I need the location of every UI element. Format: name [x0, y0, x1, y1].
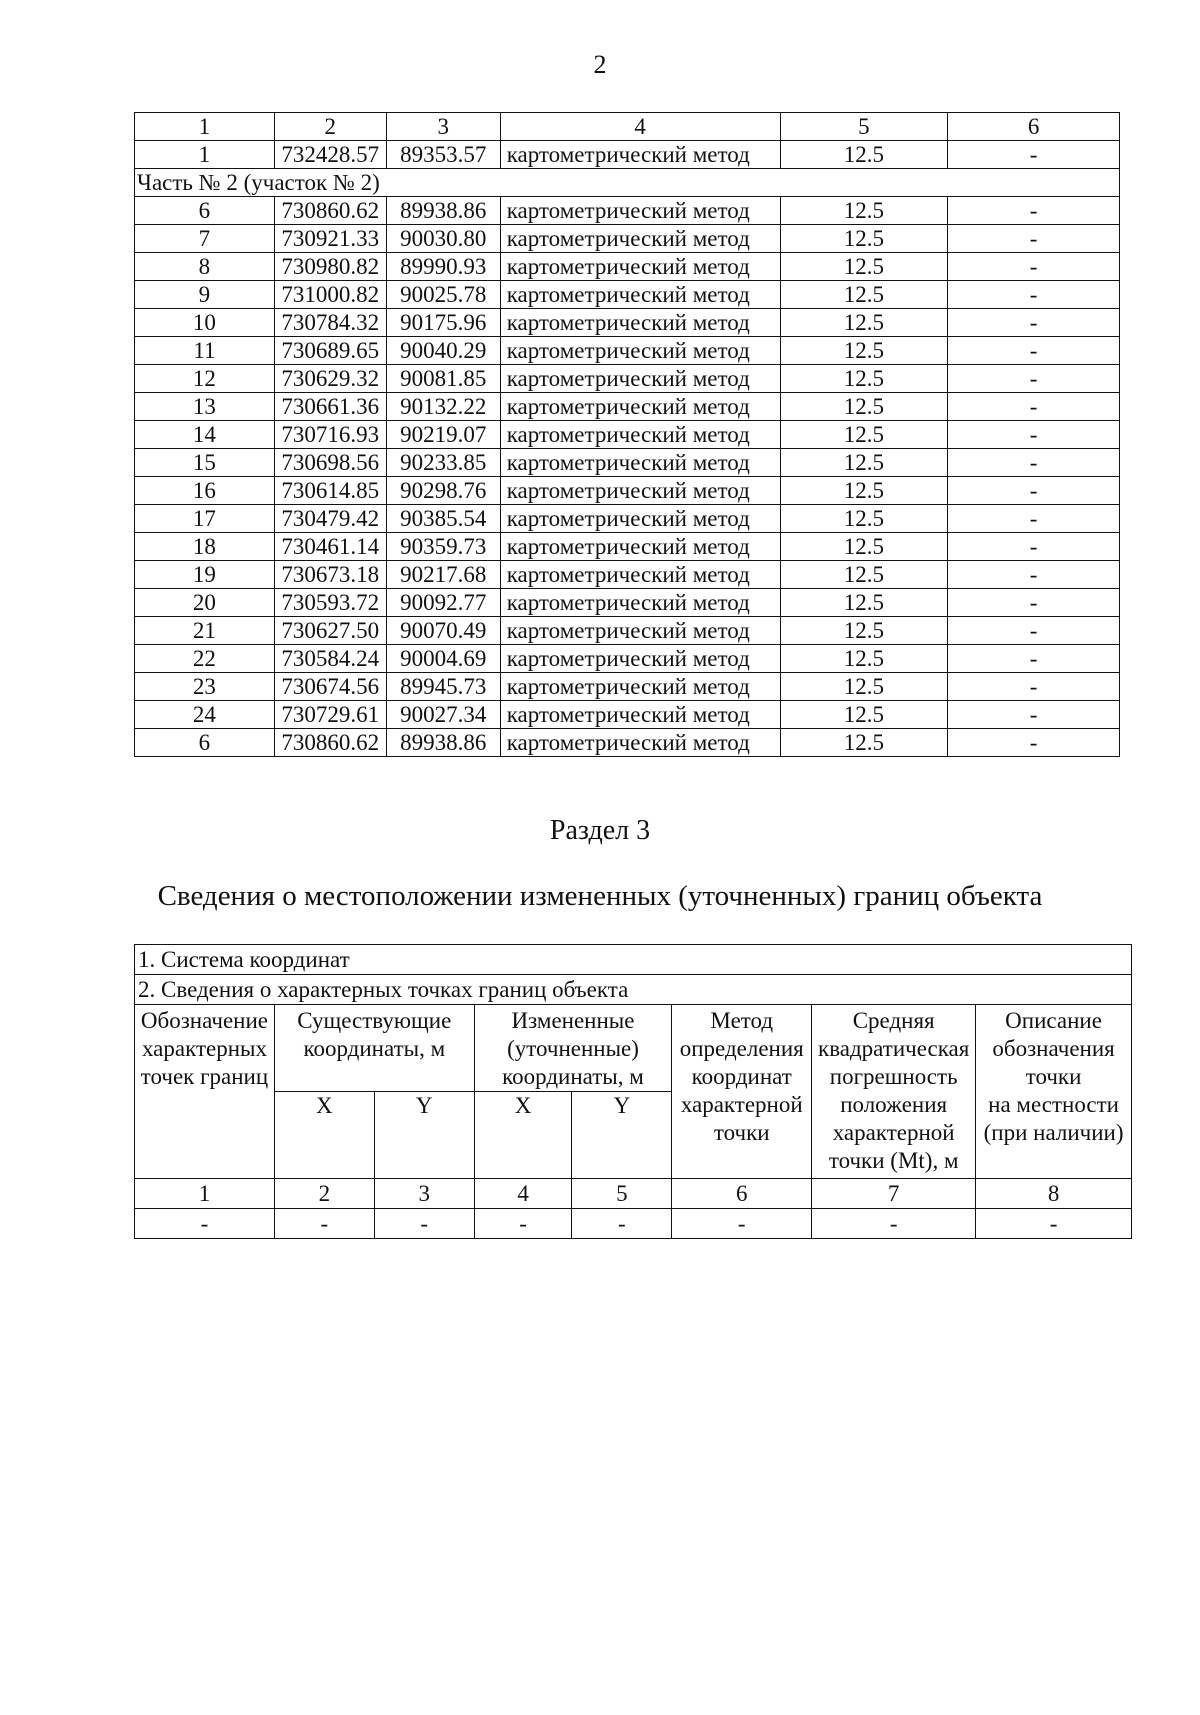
coord-x: 730479.42 — [274, 505, 386, 533]
accuracy: 12.5 — [780, 253, 948, 281]
description: - — [948, 225, 1120, 253]
table-row — [135, 365, 1120, 393]
empty-cell: - — [474, 1209, 572, 1239]
coord-x: 730461.14 — [274, 533, 386, 561]
table-row — [135, 673, 1120, 701]
point-number: 21 — [135, 617, 275, 645]
section-heading: Раздел 3 — [549, 815, 651, 846]
existing-y-label: Y — [374, 1092, 474, 1179]
changed-boundaries-table — [134, 944, 1132, 1239]
method: картометрический метод — [500, 505, 780, 533]
coord-y: 89353.57 — [386, 141, 500, 169]
coord-y: 90092.77 — [386, 589, 500, 617]
description: - — [948, 589, 1120, 617]
coord-y: 90081.85 — [386, 365, 500, 393]
description: - — [948, 505, 1120, 533]
description: - — [948, 197, 1120, 225]
accuracy: 12.5 — [780, 141, 948, 169]
system-row — [135, 945, 1132, 975]
coord-x: 730698.56 — [274, 449, 386, 477]
point-number: 9 — [135, 281, 275, 309]
coordinate-system-label: 1. Система координат — [135, 945, 1132, 975]
description: - — [948, 337, 1120, 365]
col-designation: Обозначение характерных точек границ — [135, 1005, 275, 1179]
description: - — [948, 673, 1120, 701]
column-number: 1 — [135, 1179, 275, 1209]
coord-x: 730784.32 — [274, 309, 386, 337]
coord-x: 730689.65 — [274, 337, 386, 365]
table-row — [135, 421, 1120, 449]
empty-cell: - — [572, 1209, 672, 1239]
coord-x: 730860.62 — [274, 197, 386, 225]
coord-y: 90132.22 — [386, 393, 500, 421]
table-row — [135, 393, 1120, 421]
coord-y: 90004.69 — [386, 645, 500, 673]
accuracy: 12.5 — [780, 617, 948, 645]
point-number: 18 — [135, 533, 275, 561]
method: картометрический метод — [500, 337, 780, 365]
header-cell: 1 — [135, 113, 275, 141]
coord-y: 90040.29 — [386, 337, 500, 365]
section-subheading: Сведения о местоположении измененных (уточненных) границ объекта — [157, 880, 1043, 912]
method: картометрический метод — [500, 281, 780, 309]
accuracy: 12.5 — [780, 533, 948, 561]
table-row — [135, 253, 1120, 281]
method: картометрический метод — [500, 421, 780, 449]
accuracy: 12.5 — [780, 477, 948, 505]
col-method: Метод определения координат характерной точки — [672, 1005, 812, 1179]
coord-x: 730673.18 — [274, 561, 386, 589]
coord-y: 90025.78 — [386, 281, 500, 309]
coordinates-table — [134, 112, 1120, 757]
table-row — [135, 281, 1120, 309]
method: картометрический метод — [500, 225, 780, 253]
header-cell: 5 — [780, 113, 948, 141]
point-number: 13 — [135, 393, 275, 421]
accuracy: 12.5 — [780, 561, 948, 589]
empty-cell: - — [976, 1209, 1132, 1239]
method: картометрический метод — [500, 141, 780, 169]
coord-x: 730584.24 — [274, 645, 386, 673]
coord-x: 730860.62 — [274, 729, 386, 757]
description: - — [948, 729, 1120, 757]
characteristic-points-label: 2. Сведения о характерных точках границ объекта — [135, 975, 1132, 1005]
coord-x: 730716.93 — [274, 421, 386, 449]
table-row — [135, 197, 1120, 225]
coord-x: 730674.56 — [274, 673, 386, 701]
coord-x: 730629.32 — [274, 365, 386, 393]
accuracy: 12.5 — [780, 701, 948, 729]
point-number: 20 — [135, 589, 275, 617]
accuracy: 12.5 — [780, 225, 948, 253]
coord-x: 730661.36 — [274, 393, 386, 421]
point-number: 10 — [135, 309, 275, 337]
description: - — [948, 449, 1120, 477]
accuracy: 12.5 — [780, 281, 948, 309]
description: - — [948, 421, 1120, 449]
description: - — [948, 533, 1120, 561]
empty-cell: - — [374, 1209, 474, 1239]
coord-y: 89990.93 — [386, 253, 500, 281]
column-number: 4 — [474, 1179, 572, 1209]
accuracy: 12.5 — [780, 589, 948, 617]
table-row — [135, 309, 1120, 337]
coord-x: 730729.61 — [274, 701, 386, 729]
table-row — [135, 141, 1120, 169]
changed-x-label: X — [474, 1092, 572, 1179]
point-number: 6 — [135, 197, 275, 225]
coord-y: 90219.07 — [386, 421, 500, 449]
table-row — [135, 1209, 1132, 1239]
column-number: 3 — [374, 1179, 474, 1209]
coord-y: 90030.80 — [386, 225, 500, 253]
coord-y: 89938.86 — [386, 729, 500, 757]
accuracy: 12.5 — [780, 449, 948, 477]
description: - — [948, 561, 1120, 589]
method: картометрический метод — [500, 197, 780, 225]
col-description: Описание обозначения точки на местности (при наличии) — [976, 1005, 1132, 1179]
points-row — [135, 975, 1132, 1005]
coord-x: 730614.85 — [274, 477, 386, 505]
description: - — [948, 701, 1120, 729]
method: картометрический метод — [500, 645, 780, 673]
description: - — [948, 393, 1120, 421]
coord-x: 731000.82 — [274, 281, 386, 309]
empty-cell: - — [274, 1209, 374, 1239]
point-number: 12 — [135, 365, 275, 393]
point-number: 24 — [135, 701, 275, 729]
point-number: 6 — [135, 729, 275, 757]
coord-y: 90359.73 — [386, 533, 500, 561]
point-number: 7 — [135, 225, 275, 253]
accuracy: 12.5 — [780, 729, 948, 757]
table-row — [135, 505, 1120, 533]
changed-y-label: Y — [572, 1092, 672, 1179]
page-number: 2 — [593, 50, 607, 79]
accuracy: 12.5 — [780, 505, 948, 533]
column-number: 6 — [672, 1179, 812, 1209]
column-number: 8 — [976, 1179, 1132, 1209]
coord-y: 89938.86 — [386, 197, 500, 225]
accuracy: 12.5 — [780, 673, 948, 701]
description: - — [948, 477, 1120, 505]
header-cell: 2 — [274, 113, 386, 141]
table-row — [135, 617, 1120, 645]
method: картометрический метод — [500, 365, 780, 393]
coord-y: 90385.54 — [386, 505, 500, 533]
coord-y: 90027.34 — [386, 701, 500, 729]
point-number: 15 — [135, 449, 275, 477]
col-changed-coordinates: Измененные (уточненные) координаты, м — [474, 1005, 672, 1092]
coord-y: 89945.73 — [386, 673, 500, 701]
coord-y: 90217.68 — [386, 561, 500, 589]
table-row — [135, 701, 1120, 729]
method: картометрический метод — [500, 309, 780, 337]
header-cell: 4 — [500, 113, 780, 141]
table-row — [135, 477, 1120, 505]
accuracy: 12.5 — [780, 365, 948, 393]
accuracy: 12.5 — [780, 309, 948, 337]
point-number: 11 — [135, 337, 275, 365]
table-row — [135, 729, 1120, 757]
table-row — [135, 449, 1120, 477]
coord-x: 730921.33 — [274, 225, 386, 253]
accuracy: 12.5 — [780, 393, 948, 421]
table-row — [135, 561, 1120, 589]
coord-y: 90175.96 — [386, 309, 500, 337]
description: - — [948, 365, 1120, 393]
coord-x: 732428.57 — [274, 141, 386, 169]
method: картометрический метод — [500, 253, 780, 281]
empty-cell: - — [135, 1209, 275, 1239]
description: - — [948, 281, 1120, 309]
coord-x: 730980.82 — [274, 253, 386, 281]
accuracy: 12.5 — [780, 197, 948, 225]
header-row-1 — [135, 1005, 1132, 1092]
coord-y: 90070.49 — [386, 617, 500, 645]
point-number: 14 — [135, 421, 275, 449]
table-row — [135, 533, 1120, 561]
coord-y: 90233.85 — [386, 449, 500, 477]
method: картометрический метод — [500, 673, 780, 701]
col-existing-coordinates: Существующие координаты, м — [274, 1005, 474, 1092]
method: картометрический метод — [500, 617, 780, 645]
method: картометрический метод — [500, 729, 780, 757]
header-cell: 3 — [386, 113, 500, 141]
existing-x-label: X — [274, 1092, 374, 1179]
description: - — [948, 253, 1120, 281]
description: - — [948, 309, 1120, 337]
col-error: Средняя квадратическая погрешность положения характерной точки (Mt), м — [812, 1005, 976, 1179]
table-row — [135, 225, 1120, 253]
part-label: Часть № 2 (участок № 2) — [135, 169, 1120, 197]
header-cell: 6 — [948, 113, 1120, 141]
column-numbers-row — [135, 1179, 1132, 1209]
method: картометрический метод — [500, 561, 780, 589]
part-row — [135, 169, 1120, 197]
description: - — [948, 617, 1120, 645]
method: картометрический метод — [500, 701, 780, 729]
table-row — [135, 645, 1120, 673]
coord-x: 730593.72 — [274, 589, 386, 617]
column-number: 5 — [572, 1179, 672, 1209]
description: - — [948, 141, 1120, 169]
point-number: 1 — [135, 141, 275, 169]
column-number: 7 — [812, 1179, 976, 1209]
point-number: 19 — [135, 561, 275, 589]
empty-cell: - — [812, 1209, 976, 1239]
table-row — [135, 589, 1120, 617]
point-number: 16 — [135, 477, 275, 505]
method: картометрический метод — [500, 449, 780, 477]
method: картометрический метод — [500, 393, 780, 421]
coord-y: 90298.76 — [386, 477, 500, 505]
table-header-row — [135, 113, 1120, 141]
empty-cell: - — [672, 1209, 812, 1239]
column-number: 2 — [274, 1179, 374, 1209]
description: - — [948, 645, 1120, 673]
accuracy: 12.5 — [780, 421, 948, 449]
method: картометрический метод — [500, 477, 780, 505]
point-number: 17 — [135, 505, 275, 533]
point-number: 23 — [135, 673, 275, 701]
table-row — [135, 337, 1120, 365]
method: картометрический метод — [500, 589, 780, 617]
method: картометрический метод — [500, 533, 780, 561]
point-number: 8 — [135, 253, 275, 281]
accuracy: 12.5 — [780, 337, 948, 365]
accuracy: 12.5 — [780, 645, 948, 673]
coord-x: 730627.50 — [274, 617, 386, 645]
point-number: 22 — [135, 645, 275, 673]
